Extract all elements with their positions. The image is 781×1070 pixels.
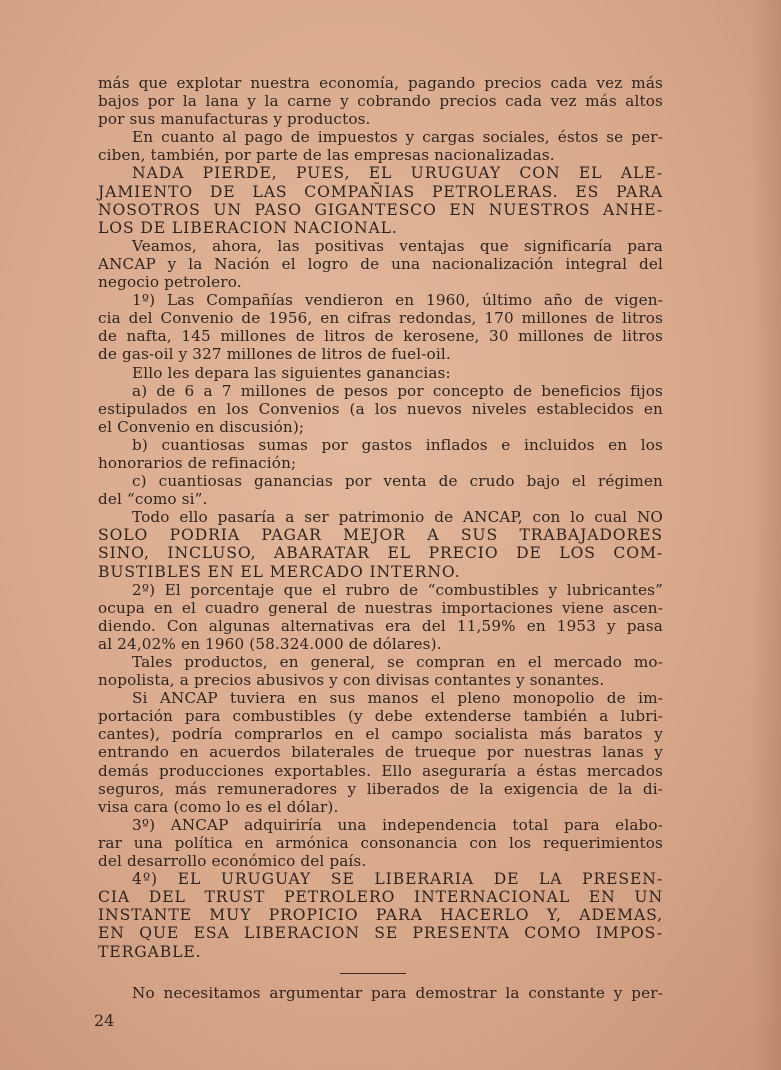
- text-line: estipulados en los Convenios (a los nuevos niveles establecidos en: [98, 399, 663, 418]
- text-line: ANCAP y la Nación el logro de una nacionalización integral del: [98, 254, 663, 273]
- text-line: bajos por la lana y la carne y cobrando precios cada vez más altos: [98, 92, 663, 111]
- text-line: NOSOTROS UN PASO GIGANTESCO EN NUESTROS ANHE-: [98, 200, 663, 219]
- text-line: del “como si”.: [98, 490, 208, 509]
- text-line: 2º) El porcentaje que el rubro de “combustibles y lubricantes”: [132, 580, 663, 599]
- text-line: por sus manufacturas y productos.: [98, 110, 371, 129]
- text-line: 4º) EL URUGUAY SE LIBERARIA DE LA PRESEN-: [132, 870, 663, 889]
- text-line: más que explotar nuestra economía, pagando precios cada vez más: [98, 74, 663, 92]
- page-number: 24: [94, 1011, 115, 1030]
- text-line: rar una política en armónica consonancia con los requerimientos: [98, 833, 663, 852]
- text-line: JAMIENTO DE LAS COMPAÑIAS PETROLERAS. ES PARA: [98, 182, 663, 201]
- text-line: CIA DEL TRUST PETROLERO INTERNACIONAL EN UN: [98, 888, 663, 907]
- text-line: SOLO PODRIA PAGAR MEJOR A SUS TRABAJADORES: [98, 526, 663, 545]
- text-line: al 24,02% en 1960 (58.324.000 de dólares).: [98, 634, 442, 653]
- text-line: cia del Convenio de 1956, en cifras redondas, 170 millones de litros: [98, 309, 663, 328]
- page-edge-shadow: [751, 0, 781, 1070]
- text-line: honorarios de refinación;: [98, 453, 297, 472]
- text-line: demás producciones exportables. Ello aseguraría a éstas mercados: [98, 761, 663, 780]
- text-line: seguros, más remuneradores y liberados de la exigencia de la di-: [98, 779, 663, 798]
- text-line: nopolista, a precios abusivos y con divisas contantes y sonantes.: [98, 671, 605, 690]
- section-divider: [340, 973, 406, 974]
- text-line: Veamos, ahora, las positivas ventajas que significaría para: [132, 236, 663, 255]
- text-line: TERGABLE.: [98, 942, 202, 961]
- text-line: Ello les depara las siguientes ganancias:: [132, 363, 451, 382]
- body-text: [98, 74, 663, 1002]
- text-line: Si ANCAP tuviera en sus manos el pleno monopolio de im-: [132, 689, 663, 708]
- text-line: de nafta, 145 millones de litros de kerosene, 30 millones de litros: [98, 327, 663, 346]
- text-line: b) cuantiosas sumas por gastos inflados e incluidos en los: [132, 435, 663, 454]
- text-line: LOS DE LIBERACION NACIONAL.: [98, 218, 398, 237]
- text-line: BUSTIBLES EN EL MERCADO INTERNO.: [98, 562, 461, 581]
- text-line: EN QUE ESA LIBERACION SE PRESENTA COMO IMPOS-: [98, 924, 663, 943]
- text-line: No necesitamos argumentar para demostrar la constante y per-: [132, 983, 663, 1002]
- text-line: c) cuantiosas ganancias por venta de crudo bajo el régimen: [132, 472, 663, 491]
- text-line: negocio petrolero.: [98, 273, 242, 292]
- text-line: ciben, también, por parte de las empresas nacionalizadas.: [98, 146, 555, 165]
- text-line: de gas-oil y 327 millones de litros de fuel-oil.: [98, 345, 451, 364]
- text-line: Todo ello pasaría a ser patrimonio de ANCAP, con lo cual NO: [132, 508, 663, 527]
- text-line: En cuanto al pago de impuestos y cargas sociales, éstos se per-: [132, 128, 663, 147]
- text-line: entrando en acuerdos bilaterales de trueque por nuestras lanas y: [98, 743, 663, 762]
- text-line: 3º) ANCAP adquiriría una independencia total para elabo-: [132, 815, 663, 834]
- text-line: del desarrollo económico del país.: [98, 852, 367, 871]
- text-line: cantes), podría comprarlos en el campo socialista más baratos y: [98, 725, 663, 744]
- text-line: visa cara (como lo es el dólar).: [98, 797, 339, 816]
- text-line: a) de 6 a 7 millones de pesos por concepto de beneficios fijos: [132, 381, 663, 400]
- text-line: Tales productos, en general, se compran en el mercado mo-: [132, 653, 663, 671]
- text-line: portación para combustibles (y debe extenderse también a lubri-: [98, 707, 663, 726]
- text-line: el Convenio en discusión);: [98, 417, 305, 436]
- text-line: INSTANTE MUY PROPICIO PARA HACERLO Y, ADEMAS,: [98, 906, 663, 925]
- text-line: 1º) Las Compañías vendieron en 1960, último año de vigen-: [132, 291, 663, 310]
- text-line: ocupa en el cuadro general de nuestras importaciones viene ascen-: [98, 598, 663, 617]
- text-line: diendo. Con algunas alternativas era del 11,59% en 1953 y pasa: [98, 616, 663, 635]
- text-line: NADA PIERDE, PUES, EL URUGUAY CON EL ALE-: [132, 164, 663, 183]
- text-line: SINO, INCLUSO, ABARATAR EL PRECIO DE LOS COM-: [98, 544, 663, 563]
